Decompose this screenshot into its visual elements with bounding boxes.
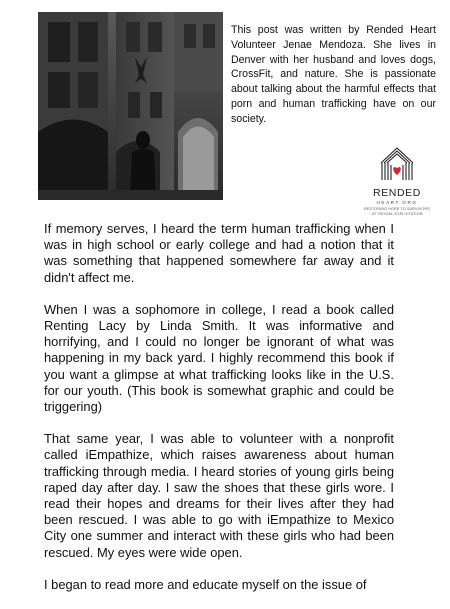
- paragraph-1: If memory serves, I heard the term human trafficking when I was in high school or early college and had a notion that it was something that happened somewhere far away and it didn't affect me.: [44, 221, 394, 285]
- rended-heart-logo: [361, 145, 433, 215]
- logo-domain: HEART.ORG: [376, 200, 418, 205]
- paragraph-4: I began to read more and educate myself on the issue of: [44, 576, 367, 592]
- paragraph-2: When I was a sophomore in college, I read a book called Renting Lacy by Linda Smith. It was informative and horrifying, and I could no longer be ignorant of what was happening in my back yard. I highly recommend this book if you want a glimpse at what trafficking looks like in the U.S. for our youth. (This book is somewhat graphic and could be triggering): [44, 301, 394, 415]
- building-courtyard-photo: [38, 12, 223, 200]
- logo-wordmark: RENDED: [373, 187, 421, 199]
- article-body: [44, 221, 394, 609]
- paragraph-3: That same year, I was able to volunteer with a nonprofit called iEmpathize, which raises awareness about human trafficking through media. I heard stories of young girls being raped day after day. I saw the shoes that these girls wore. I read their hopes and dreams for their lives after they had been rescued. I was able to go with iEmpathize to Mexico City one summer and interact with these girls who had been rescued. My eyes were wide open.: [44, 431, 394, 560]
- logo-tagline: RESTORING HOPE TO SURVIVORS OF SEXUAL EXPLOITATION: [364, 207, 430, 216]
- author-bio: This post was written by Rended Heart Volunteer Jenae Mendoza. She lives in Denver with her husband and loves dogs, CrossFit, and nature. She is passionate about talking about the harmful effects that porn and human trafficking have on our society.: [231, 24, 436, 125]
- author-photo: [38, 12, 223, 200]
- house-heart-icon: [377, 145, 417, 181]
